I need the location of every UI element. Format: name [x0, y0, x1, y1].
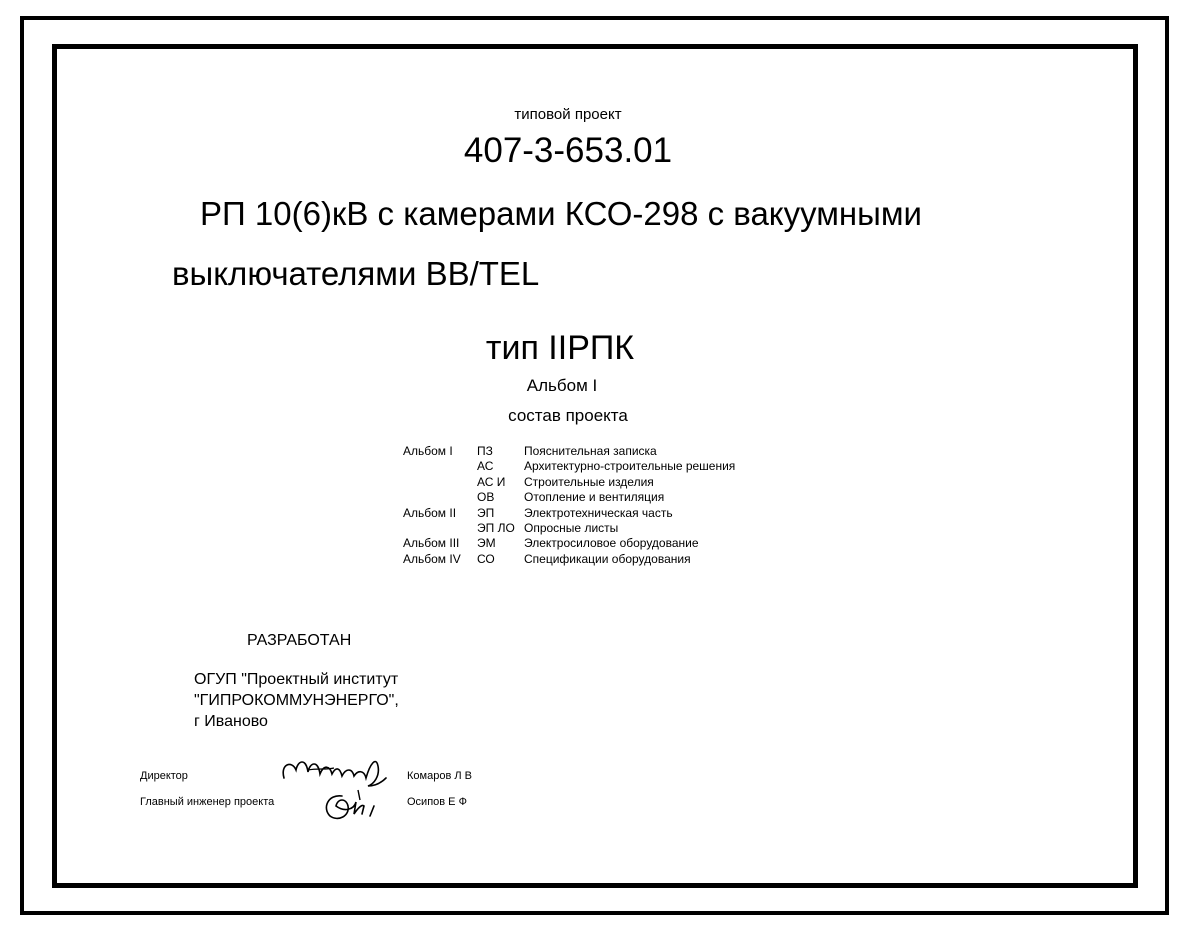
- list-item: [403, 444, 735, 459]
- list-name: Опросные листы: [524, 521, 619, 536]
- list-code: СО: [477, 551, 495, 566]
- title-line-2: выключателями ВВ/TEL: [172, 255, 540, 292]
- chief-engineer-signature: [318, 784, 388, 824]
- list-album: [403, 475, 477, 490]
- signature-name-chief-engineer: Осипов Е Ф: [407, 796, 467, 808]
- composition-title: состав проекта: [508, 406, 628, 425]
- list-album: Альбом III: [403, 536, 460, 551]
- list-album: Альбом II: [403, 505, 457, 520]
- list-code: АС И: [477, 474, 506, 489]
- organization-line-3: г Иваново: [194, 713, 268, 730]
- list-album: [403, 490, 477, 505]
- list-name: Отопление и вентиляция: [524, 490, 665, 505]
- list-code: ЭП: [477, 505, 495, 520]
- list-item: [403, 536, 735, 551]
- list-name: Строительные изделия: [524, 474, 654, 489]
- list-item: [403, 459, 735, 474]
- list-code: ОВ: [477, 490, 495, 505]
- list-item: [403, 521, 735, 536]
- list-item: [403, 506, 735, 521]
- list-name: Спецификации оборудования: [524, 551, 691, 566]
- album-label: Альбом I: [526, 376, 598, 395]
- list-code: ЭП ЛО: [477, 521, 515, 536]
- title-line-1: РП 10(6)кВ с камерами КСО-298 с вакуумными: [200, 195, 922, 232]
- list-name: Архитектурно-строительные решения: [524, 459, 736, 474]
- list-album: Альбом I: [403, 444, 453, 458]
- developed-label: РАЗРАБОТАН: [247, 632, 352, 649]
- signature-name-director: Комаров Л В: [407, 770, 472, 782]
- list-code: АС: [477, 459, 494, 474]
- organization-line-1: ОГУП "Проектный институт: [194, 671, 399, 688]
- organization: [194, 669, 399, 732]
- list-name: Электротехническая часть: [524, 505, 673, 520]
- list-item: [403, 490, 735, 505]
- list-item: [403, 475, 735, 490]
- list-name: Электросиловое оборудование: [524, 536, 699, 551]
- list-item: [403, 552, 735, 567]
- list-code: ПЗ: [477, 444, 493, 458]
- list-album: [403, 459, 477, 474]
- list-code: ЭМ: [477, 536, 496, 551]
- signature-role-chief-engineer: Главный инженер проекта: [140, 796, 275, 808]
- list-name: Пояснительная записка: [524, 444, 657, 458]
- project-number: 407-3-653.01: [463, 131, 673, 170]
- list-album: Альбом IV: [403, 551, 461, 566]
- organization-line-2: "ГИПРОКОММУНЭНЕРГО",: [194, 692, 399, 709]
- list-album: [403, 521, 477, 536]
- composition-list: [403, 444, 735, 567]
- project-label: типовой проект: [514, 106, 622, 123]
- project-type: тип IIРПК: [485, 329, 635, 367]
- signature-role-director: Директор: [140, 770, 188, 782]
